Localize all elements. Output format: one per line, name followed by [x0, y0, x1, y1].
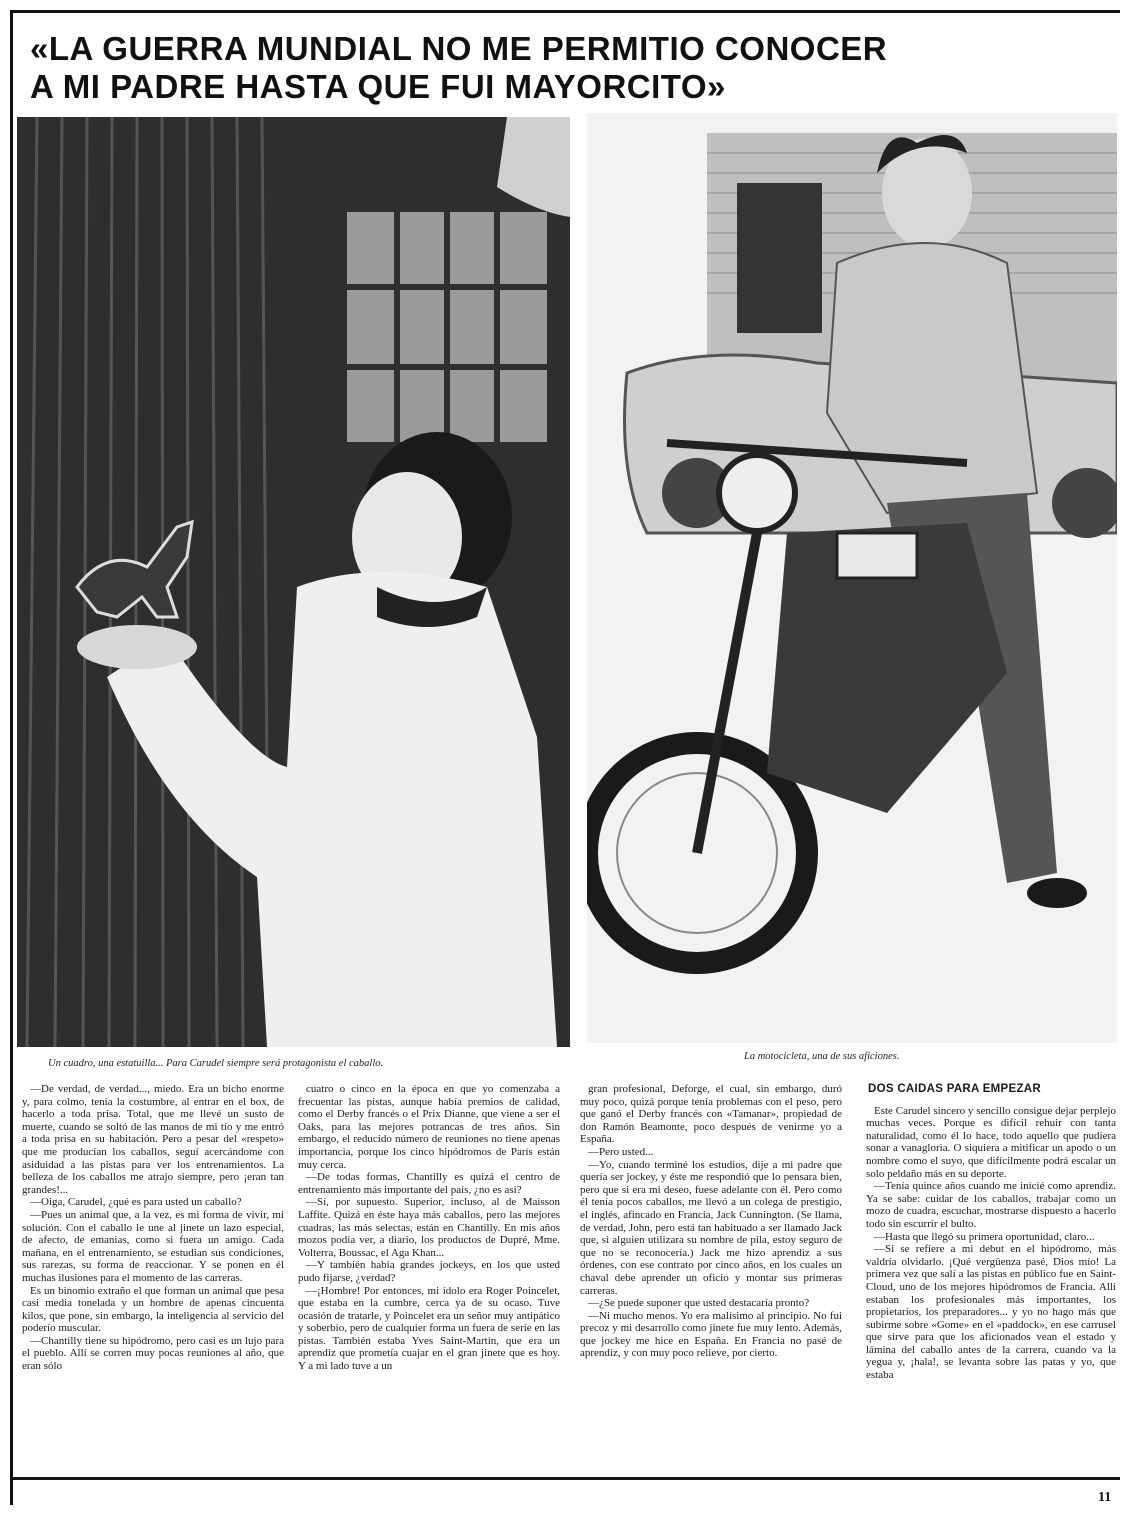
paragraph: —Oiga, Carudel, ¿qué es para usted un caballo?: [30, 1196, 242, 1209]
paragraph: —Chantilly tiene su hipódromo, pero casi es un lujo para el pueblo. Allí se corren muy pocas reuniones al año, que eran sólo: [22, 1334, 284, 1373]
text-column-3: [580, 1083, 842, 1473]
paragraph: Este Carudel sincero y sencillo consigue dejar perplejo muchas veces. Porque es difícil rehuir con tanta naturalidad, como él lo hace, todo aquello que pudiera sonar a vanagloria. O siquiera a mitificar un apodo o un nombre como el suyo, que difícilmente podrá escalar un solo peldaño más en su deporte.: [866, 1104, 1116, 1180]
paragraph: Es un binomio extraño el que forman un animal que pesa casi media tonelada y un hombre de apenas cincuenta kilos, que pone, sin embargo, la inteligencia al servicio del poderío muscular.: [22, 1284, 284, 1335]
paragraph: —De verdad, de verdad..., miedo. Era un bicho enorme y, para colmo, tenía la costumbre, al entrar en el box, de hacerlo a toda prisa. Total, que me llevé un susto de muerte, cuando se soltó de las manos de mi tío y me entró a toda prisa en su habitación. Pero a pesar del «respeto» que me producían los caballos, seguí acercándome con asiduidad a las pistas para ver los entrenamientos. La belleza de los caballos me atrajo siempre, pero ¡eran tan grandes!...: [22, 1083, 284, 1196]
paragraph: —Yo, cuando terminé los estudios, dije a mi padre que quería ser jockey, y éste me respondió que lo pensara bien, pero que si era mi deseo, fuese adelante con él. Pero como él tenía pocos caballos, me llevó a un colega de prestigio, el inglés, afincado en Francia, Jack Cunnington. (Se llama, de verdad, John, pero está tan habituado a ser llamado Jack que, si alguien utilizara su nombre de pila, estoy seguro de que no se reconocería.) Jack me hizo aprendiz a sus órdenes, con ese contrato por cinco años, en los cuales un chaval debe aprender un oficio y montar sus primeras carreras.: [580, 1158, 842, 1297]
headline-line-2: A MI PADRE HASTA QUE FUI MAYORCITO»: [30, 68, 726, 105]
paragraph: —Pues un animal que, a la vez, es mi forma de vivir, mi solución. Con el caballo le une al jinete un lazo especial, de afecto, de emanias, como si fuera un amigo. Cada mañana, en el entrenamiento, se estudian sus condiciones, sus rarezas, su forma de reaccionar. Y se ponen en él muchas ilusiones para el momento de las carreras.: [22, 1208, 284, 1284]
photo-caption-right: La motocicleta, una de sus aficiones.: [744, 1051, 900, 1062]
paragraph: —De todas formas, Chantilly es quizá el centro de entrenamiento más importante del país, ¿no es así?: [298, 1171, 560, 1196]
photo-jockey-statuette: [17, 117, 570, 1047]
headline: [30, 30, 1090, 106]
photo-caption-left: Un cuadro, una estatuilla... Para Carudel siempre será protagonista el caballo.: [48, 1058, 384, 1069]
paragraph: —Ni mucho menos. Yo era malísimo al principio. No fui precoz y mi desarrollo como jinete fue muy lento. Además, que jockey me hice en España. En Francia no pasé de aprendiz, y con muy poco relieve, por cierto.: [580, 1309, 842, 1360]
text-column-4: [866, 1083, 1116, 1473]
paragraph: gran profesional, Deforge, el cual, sin embargo, duró muy poco, quizá porque tenía problemas con el peso, pero que ganó el Derby francés con «Tamanar», propiedad de don Ramón Beamonte, poco después de venirme yo a España.: [580, 1083, 842, 1146]
text-column-1: [22, 1083, 284, 1473]
paragraph: —Y también había grandes jockeys, en los que usted pudo fijarse, ¿verdad?: [298, 1259, 560, 1284]
paragraph: —Pero usted...: [588, 1145, 654, 1158]
page-border-left: [10, 10, 13, 1505]
page-border-bottom: [10, 1477, 1120, 1480]
page-border-top: [10, 10, 1120, 13]
paragraph: cuatro o cinco en la época en que yo comenzaba a frecuentar las pistas, aunque había premios de calidad, como el Derby francés o el Prix Dianne, que viene a ser el Oaks, para las mejores potrancas de tres años. Sin embargo, el reducido número de reuniones no tiene apenas importancia, porque los cinco hipódromos de París están muy cerca.: [298, 1083, 560, 1171]
section-subheading: DOS CAIDAS PARA EMPEZAR: [868, 1083, 1042, 1095]
page-number: 11: [1098, 1490, 1112, 1505]
paragraph: —¿Se puede suponer que usted destacaría pronto?: [588, 1297, 810, 1310]
paragraph: —¡Hombre! Por entonces, mi ídolo era Roger Poincelet, que estaba en la cumbre, cerca ya de su ocaso. Tuve ocasión de tratarle, y Poincelet era un señor muy antipático y soberbio, pero de cualquier forma un fuera de serie en las pistas. También estaba Yves Saint-Martin, que era un aprendiz que prometía cuajar en el gran jinete que es hoy. Y a mi lado tuve a un: [298, 1284, 560, 1373]
paragraph: —Tenía quince años cuando me inicié como aprendiz. Ya se sabe: cuidar de los caballos, trabajar como un mozo de cuadra, escuchar, mostrarse dispuesto a hacerlo todo sin escurrir el bulto.: [866, 1180, 1116, 1230]
text-column-2: [298, 1083, 560, 1473]
paragraph: —Sí, por supuesto. Superior, incluso, al de Maisson Laffite. Quizá en éste haya más caballos, pero las mejores cuadras, las más selectas, están en Chantilly. En mis años mozos podía ver, a diario, los productos de Dupré, Mme. Volterra, Boussac, el Aga Khan...: [298, 1196, 560, 1259]
paragraph: —Si se refiere a mi debut en el hipódromo, más valdría olvidarlo. ¡Qué vergüenza pasé, Dios mío! La primera vez que salí a las pistas en público fue en Saint-Cloud, uno de los mejores hipódromos de Francia. Allí estaban los profesionales más importantes, los propietarios, los preparadores... y yo no hago más que subirme sobre «Gome» en el «paddock», en ese carrusel que sirve para que los aficionados vean el estado y lámina del caballo antes de la carrera, cuando va la yegua y, ¡hala!, se levanta sobre las patas y yo, que estaba: [866, 1243, 1116, 1382]
paragraph: —Hasta que llegó su primera oportunidad, claro...: [874, 1230, 1095, 1243]
photo-motorcycle: [587, 113, 1117, 1043]
headline-line-1: «LA GUERRA MUNDIAL NO ME PERMITIO CONOCER: [30, 30, 888, 67]
